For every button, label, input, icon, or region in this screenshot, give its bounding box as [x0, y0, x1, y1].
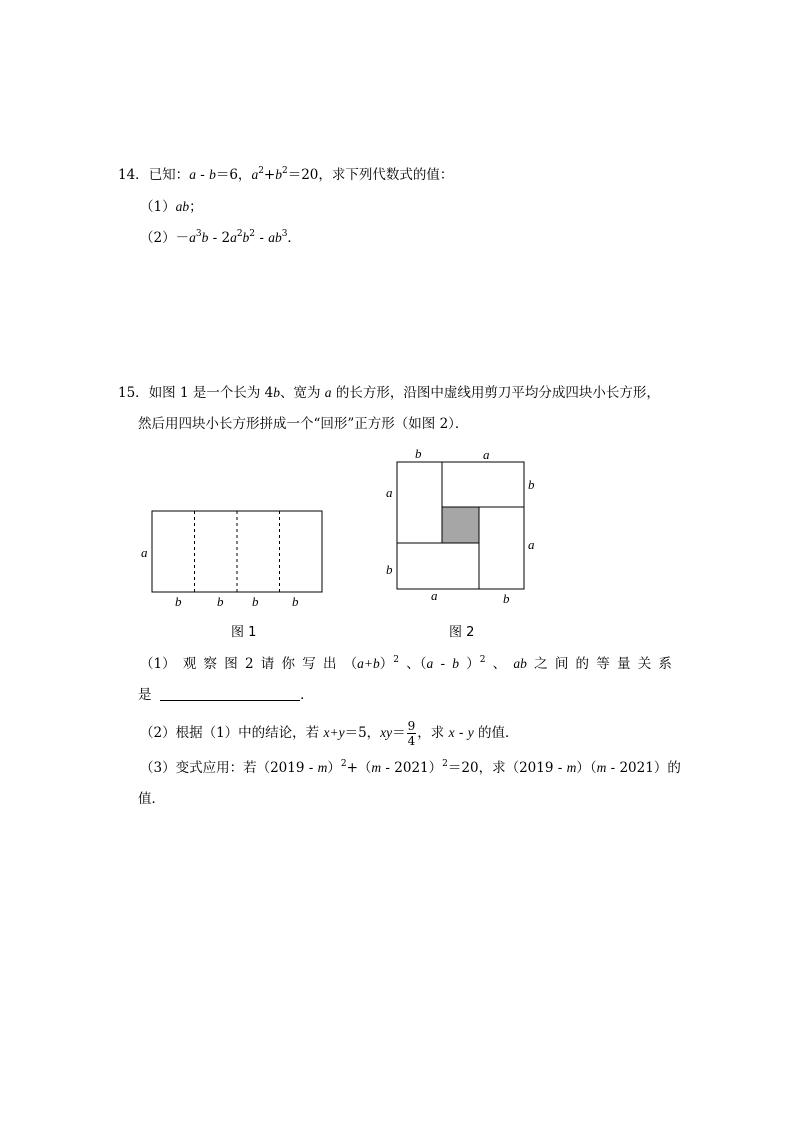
fig1-bottom-label: b	[175, 594, 182, 609]
fig2-top-label: b	[415, 446, 422, 461]
fig2-right-label: b	[528, 477, 535, 492]
q14-part1: （1）ab；	[140, 199, 203, 215]
fraction: $\frac{9}{4}$	[407, 719, 416, 748]
fig2-right-label: a	[528, 537, 535, 552]
figure-2	[380, 445, 550, 645]
fig2-center-square	[442, 507, 479, 543]
answer-blank[interactable]	[160, 686, 300, 701]
q15-sub3-line1: （3）变式应用：若（2019 - m）$^2$+（m - 2021）$^2$＝20，求（2019 - m）（m - 2021）的	[140, 758, 681, 776]
q15-sub2: （2）根据（1）中的结论，若 x+y＝5，xy＝ $\frac{9}{4}$ ，求 x - y 的值．	[140, 719, 519, 748]
fig2-right-rect	[479, 507, 524, 589]
q15-sub1-line1: （1） 观 察 图 2 请 你 写 出 $(a+b)^2$ 、（a - b ）$^2$ 、 ab 之 间 的 等 量 关 系	[140, 654, 672, 672]
fig1-caption: 图 1	[231, 625, 257, 640]
fig2-bottom-label: b	[503, 591, 510, 606]
fig1-side-label: a	[141, 545, 148, 560]
q15-stem-line2: 然后用四块小长方形拼成一个“回形”正方形（如图 2）．	[138, 416, 469, 432]
fig2-left-label: a	[386, 485, 393, 500]
figure-1	[135, 500, 335, 640]
fig2-top-rect	[442, 462, 524, 507]
fig2-bottom-label: a	[431, 588, 438, 603]
fig2-left-label: b	[386, 562, 393, 577]
fig1-bottom-label: b	[292, 594, 299, 609]
q14-stem: 14．已知：a - b＝6，$a^2+b^2=20$，求下列代数式的值：	[118, 165, 454, 183]
fig2-top-label: a	[483, 447, 490, 462]
fig1-bottom-label: b	[217, 594, 224, 609]
fig1-bottom-label: b	[252, 594, 259, 609]
q14-part2: $(2)-a^3b - 2a^2b^2 - ab^3$．	[140, 228, 301, 246]
fig2-bottom-rect	[397, 543, 479, 589]
q15-sub3-line2: 值．	[138, 791, 165, 807]
q15-sub1-line2: 是 ．	[138, 687, 314, 703]
fig2-left-rect	[397, 462, 442, 543]
fig2-caption: 图 2	[449, 625, 475, 640]
q15-stem-line1: 15．如图 1 是一个长为 4b、宽为 a 的长方形，沿图中虚线用剪刀平均分成四块小长方形，	[118, 385, 660, 401]
